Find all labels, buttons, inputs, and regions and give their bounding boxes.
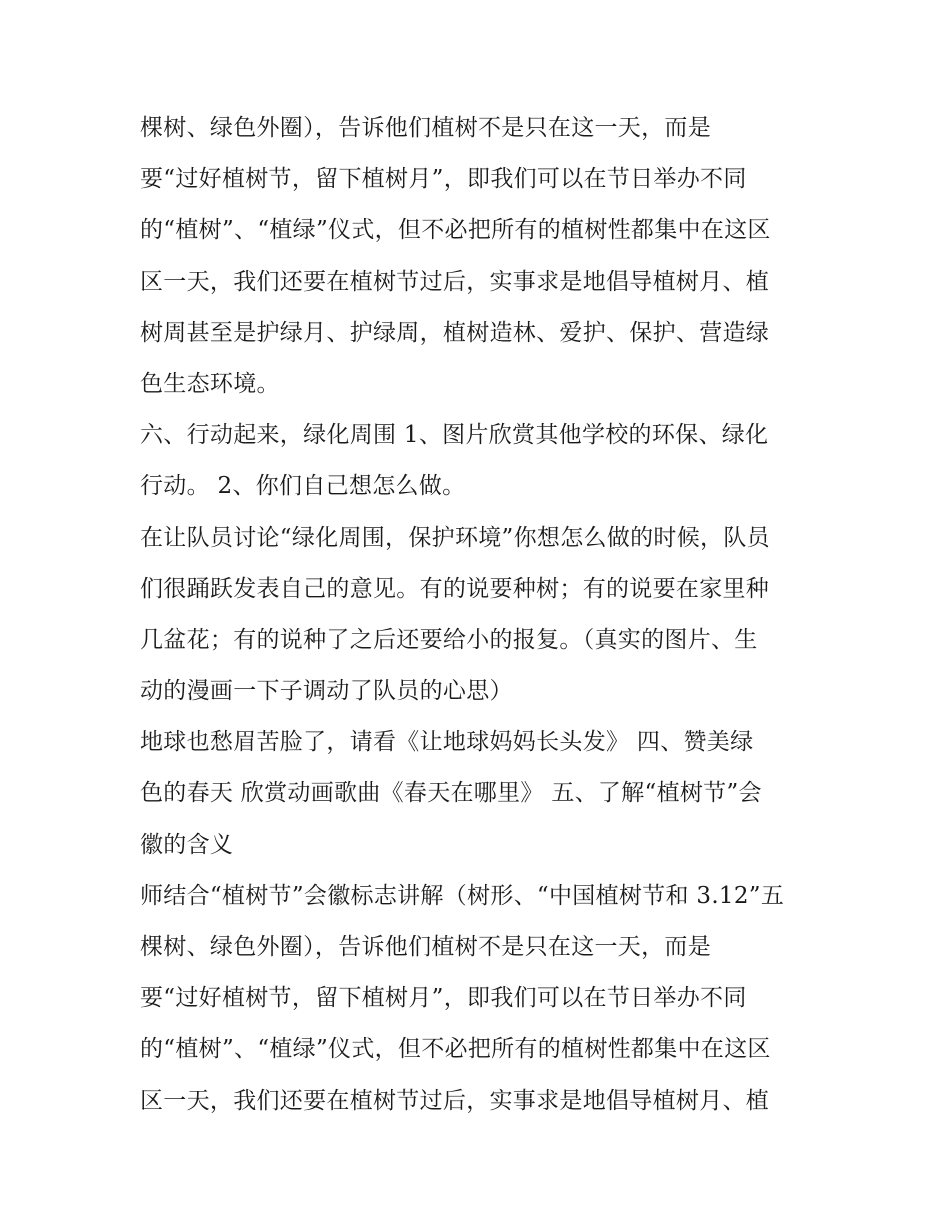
text-line: 要“过好植树节，留下植树月”，即我们可以在节日举办不同 bbox=[140, 985, 747, 1012]
text-line: 几盆花；有的说种了之后还要给小的报复。（真实的图片、生 bbox=[140, 626, 758, 653]
text-line: 师结合“植树节”会徽标志讲解（树形、“中国植树节和 3.12”五 bbox=[140, 882, 785, 909]
text-line: 色生态环境。 bbox=[140, 370, 280, 397]
body-text bbox=[140, 103, 830, 1127]
text-line: 徽的含义 bbox=[140, 831, 234, 858]
text-line: 的“植树”、“植绿”仪式，但不必把所有的植树性都集中在这区 bbox=[140, 1036, 771, 1063]
text-line: 棵树、绿色外圈），告诉他们植树不是只在这一天，而是 bbox=[140, 115, 711, 141]
text-line: 六、行动起来，绿化周围 1、图片欣赏其他学校的环保、绿化 bbox=[140, 422, 769, 449]
text-line: 树周甚至是护绿月、护绿周，植树造林、爱护、保护、营造绿 bbox=[140, 319, 770, 346]
text-line: 棵树、绿色外圈），告诉他们植树不是只在这一天，而是 bbox=[140, 934, 711, 960]
text-line: 的“植树”、“植绿”仪式，但不必把所有的植树性都集中在这区 bbox=[140, 217, 771, 244]
text-line: 要“过好植树节，留下植树月”，即我们可以在节日举办不同 bbox=[140, 166, 747, 193]
text-line: 区一天，我们还要在植树节过后，实事求是地倡导植树月、植 bbox=[140, 1087, 770, 1114]
text-line: 地球也愁眉苦脸了，请看《让地球妈妈长头发》 四、赞美绿 bbox=[140, 729, 754, 756]
text-line: 色的春天 欣赏动画歌曲《春天在哪里》 五、了解“植树节”会 bbox=[140, 780, 762, 807]
text-line: 动的漫画一下子调动了队员的心思） bbox=[140, 678, 513, 705]
text-line: 区一天，我们还要在植树节过后，实事求是地倡导植树月、植 bbox=[140, 268, 770, 295]
text-line: 在让队员讨论“绿化周围，保护环境”你想怎么做的时候，队员 bbox=[140, 524, 770, 551]
text-line: 行动。 2、你们自己想怎么做。 bbox=[140, 473, 466, 500]
text-line: 们很踊跃发表自己的意见。有的说要种树；有的说要在家里种 bbox=[140, 575, 770, 602]
